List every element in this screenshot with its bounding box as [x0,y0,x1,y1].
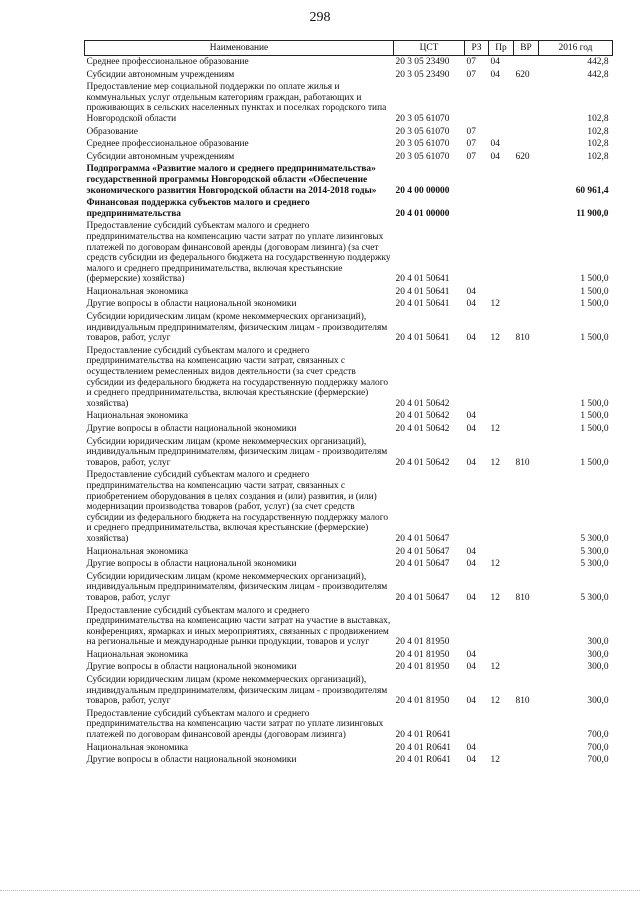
row-sum: 5 300,0 [580,546,609,557]
row-pr: 12 [490,299,500,310]
row-pr: 12 [490,755,500,766]
row-name: Субсидии юридическим лицам (кроме некоммерческих организаций), индивидуальным предпринимателям, физическим лицам - производителям товаров, работ, услуг [86,436,388,468]
row-vr [514,558,539,571]
row-pr: 12 [490,696,500,707]
row-name: Другие вопросы в области национальной экономики [86,299,297,310]
row-cst: 20 4 01 50647 [395,533,450,544]
row-cst: 20 4 01 50641 [395,286,450,297]
row-rz [465,605,489,649]
row-vr [514,163,539,197]
row-rz [465,81,489,125]
row-name: Предоставление субсидий субъектам малого и среднего предпринимательства на компенсацию части затрат, связанных с осуществлением ремесленных видов деятельности (за счет средств субсидии из федерального бюджета на государственную поддержку малого и среднего предпринимательства, включая крестьянские (фермерские) хозяйства) [86,345,389,409]
row-name: Финансовая поддержка субъектов малого и среднего предпринимательства [86,198,310,219]
row-name: Другие вопросы в области национальной экономики [86,662,297,673]
row-vr [514,546,539,559]
row-pr [489,286,514,299]
row-name: Другие вопросы в области национальной экономики [86,424,297,434]
row-sum: 1 500,0 [580,299,609,310]
row-name: Субсидии юридическим лицам (кроме некоммерческих организаций), индивидуальным предпринимателям, физическим лицам - производителям товаров, работ, услуг [86,571,388,603]
row-sum: 442,8 [587,69,609,80]
row-rz: 04 [466,696,476,707]
row-rz [465,220,489,286]
row-pr [489,649,514,662]
row-name: Образование [86,126,138,137]
table-row [85,754,613,767]
row-name: Субсидии автономным учреждениям [86,151,235,162]
table-row [85,220,613,286]
row-pr [489,469,514,545]
row-rz [465,469,489,545]
row-name: Предоставление субсидий субъектам малого и среднего предпринимательства на компенсацию части затрат на участие в выставках, конференциях, ярмарках и иных мероприятиях, связанных с продвижением на региональные и международные рынки продукции, товаров и услуг [86,605,391,648]
row-name: Национальная экономика [86,742,189,753]
row-pr: 12 [490,662,500,673]
row-vr [514,126,539,139]
row-cst: 20 3 05 61070 [395,126,450,137]
table-header-row [85,41,613,56]
table-row [85,546,613,559]
row-vr [514,423,539,436]
row-sum: 1 500,0 [580,457,609,468]
row-sum: 5 300,0 [580,559,609,570]
row-vr [514,197,539,220]
row-sum: 1 500,0 [580,424,609,434]
row-pr [489,605,514,649]
table-row [85,197,613,220]
table-row [85,56,613,69]
budget-table [84,40,613,767]
row-vr: 810 [515,333,530,344]
row-name: Национальная экономика [86,649,189,660]
row-sum: 1 500,0 [580,333,609,344]
row-sum: 5 300,0 [580,533,609,544]
header-year: 2016 год [539,41,613,56]
row-vr: 620 [515,151,530,162]
row-rz: 04 [466,333,476,344]
row-sum: 102,8 [587,151,609,162]
row-vr [514,138,539,151]
row-rz [465,197,489,220]
row-name: Предоставление субсидий субъектам малого и среднего предпринимательства на компенсацию части затрат по уплате лизинговых платежей по договорам финансовой аренды (договорам лизинга) [86,708,384,741]
row-vr [514,286,539,299]
row-pr: 04 [490,139,500,150]
table-row [85,674,613,708]
row-rz: 04 [466,742,476,753]
row-vr [514,742,539,755]
row-rz: 04 [466,457,476,468]
row-pr [489,410,514,423]
row-cst: 20 4 01 81950 [395,649,450,660]
row-vr [514,81,539,125]
row-vr [514,708,539,742]
row-vr [514,345,539,411]
row-cst: 20 3 05 61070 [395,139,450,150]
row-cst: 20 3 05 23490 [395,69,450,80]
row-rz: 04 [466,299,476,310]
row-cst: 20 4 01 50647 [395,592,450,603]
row-sum: 442,8 [587,57,609,67]
row-name: Субсидии автономным учреждениям [86,69,235,80]
row-rz: 07 [466,126,476,137]
row-cst: 20 3 05 23490 [395,57,450,67]
row-pr [489,163,514,197]
row-sum: 11 900,0 [576,208,609,219]
row-vr: 620 [515,69,530,80]
row-name: Национальная экономика [86,411,189,422]
row-sum: 700,0 [587,730,609,741]
header-name: Наименование [85,41,394,56]
row-sum: 700,0 [587,755,609,766]
row-pr [489,81,514,125]
table-row [85,138,613,151]
row-vr [514,56,539,69]
row-cst: 20 4 01 50641 [395,299,450,310]
row-cst: 20 4 01 50641 [395,274,450,285]
row-sum: 1 500,0 [580,398,609,409]
row-vr [514,298,539,311]
row-sum: 300,0 [587,696,609,707]
table-row [85,69,613,82]
row-cst: 20 4 01 50647 [395,546,450,557]
row-name: Субсидии юридическим лицам (кроме некоммерческих организаций), индивидуальным предпринимателям, физическим лицам - производителям товаров, работ, услуг [86,675,388,707]
row-pr [489,220,514,286]
table-row [85,311,613,345]
row-pr: 12 [490,559,500,570]
row-rz: 07 [466,139,476,150]
row-pr [489,345,514,411]
row-cst: 20 3 05 61070 [395,113,450,124]
header-vr: ВР [514,41,539,56]
row-rz: 04 [466,424,476,434]
row-vr [514,661,539,674]
row-sum: 60 961,4 [575,185,609,196]
row-cst: 20 4 01 81950 [395,637,450,648]
row-name: Предоставление субсидий субъектам малого и среднего предпринимательства на компенсацию части затрат по уплате лизинговых платежей по договорам финансовой аренды (договорам лизинга) (за счет средств субсидии из федерального бюджета на государственную поддержку малого и среднего предпринимательства, включая крестьянские (фермерские) хозяйства) [86,221,391,285]
table-row [85,423,613,436]
row-pr: 12 [490,457,500,468]
row-rz: 04 [466,592,476,603]
table-row [85,558,613,571]
table-row [85,345,613,411]
table-row [85,436,613,470]
table-row [85,163,613,197]
row-rz [465,708,489,742]
page-number: 298 [309,10,331,25]
row-sum: 102,8 [587,126,609,137]
table-row [85,649,613,662]
table-row [85,151,613,164]
row-cst: 20 4 01 R0641 [395,755,451,766]
row-vr: 810 [515,592,530,603]
row-pr [489,742,514,755]
row-vr [514,754,539,767]
table-row [85,708,613,742]
table-row [85,571,613,605]
row-name: Среднее профессиональное образование [86,57,249,67]
row-cst: 20 4 01 50641 [395,333,450,344]
row-pr [489,126,514,139]
row-pr: 04 [490,151,500,162]
row-vr [514,649,539,662]
table-row [85,469,613,545]
row-rz: 04 [466,662,476,673]
row-vr [514,220,539,286]
row-cst: 20 4 01 R0641 [395,730,451,741]
row-pr: 04 [490,57,500,67]
row-sum: 1 500,0 [580,286,609,297]
row-rz: 04 [466,286,476,297]
row-sum: 300,0 [587,662,609,673]
row-vr: 810 [515,696,530,707]
table-row [85,742,613,755]
row-cst: 20 4 01 50642 [395,411,450,422]
row-name: Национальная экономика [86,546,189,557]
row-name: Предоставление мер социальной поддержки по оплате жилья и коммунальных услуг отдельным категориям граждан, работающих и проживающих в сельских населенных пунктах и поселках городского типа Новгородской области [86,82,387,124]
row-cst: 20 4 01 81950 [395,696,450,707]
row-cst: 20 4 01 50647 [395,559,450,570]
row-name: Другие вопросы в области национальной экономики [86,755,297,766]
scan-edge [0,890,640,892]
row-rz [465,345,489,411]
table-row [85,298,613,311]
table-row [85,605,613,649]
row-name: Предоставление субсидий субъектам малого и среднего предпринимательства на компенсацию части затрат, связанных с приобретением оборудования в целях создания и (или) развития, и (или) модернизации производства товаров (работ, услуг) (за счет средств субсидии из федерального бюджета на государственную поддержку малого и среднего предпринимательства, включая крестьянские (фермерские) хозяйства) [86,470,389,544]
row-sum: 5 300,0 [580,592,609,603]
row-cst: 20 4 01 00000 [395,208,450,219]
row-pr: 12 [490,424,500,434]
row-name: Среднее профессиональное образование [86,139,249,150]
row-name: Другие вопросы в области национальной экономики [86,559,297,570]
row-vr [514,469,539,545]
row-cst: 20 4 01 50642 [395,398,450,409]
table-row [85,126,613,139]
row-sum: 300,0 [587,637,609,648]
table-row [85,286,613,299]
row-pr [489,197,514,220]
row-rz: 04 [466,411,476,422]
row-name: Национальная экономика [86,286,189,297]
row-pr [489,546,514,559]
row-vr [514,410,539,423]
row-rz: 04 [466,649,476,660]
row-rz: 04 [466,546,476,557]
table-row [85,661,613,674]
row-cst: 20 4 01 81950 [395,662,450,673]
row-pr: 04 [490,69,500,80]
row-cst: 20 4 01 R0641 [395,742,451,753]
row-sum: 300,0 [587,649,609,660]
row-rz: 07 [466,151,476,162]
row-sum: 102,8 [587,139,609,150]
row-sum: 700,0 [587,742,609,753]
row-pr [489,708,514,742]
row-cst: 20 4 00 00000 [395,185,450,196]
row-sum: 102,8 [587,113,609,124]
row-rz [465,163,489,197]
row-rz: 04 [466,755,476,766]
row-pr: 12 [490,333,500,344]
row-vr [514,605,539,649]
row-cst: 20 4 01 50642 [395,424,450,434]
row-name: Субсидии юридическим лицам (кроме некоммерческих организаций), индивидуальным предпринимателям, физическим лицам - производителям товаров, работ, услуг [86,312,388,344]
row-rz: 07 [466,69,476,80]
row-rz: 07 [466,57,476,67]
header-rz: РЗ [465,41,489,56]
header-cst: ЦСТ [394,41,465,56]
row-sum: 1 500,0 [580,411,609,422]
row-sum: 1 500,0 [580,274,609,285]
row-name: Подпрограмма «Развитие малого и среднего предпринимательства» государственной программы Новгородской области «Обеспечение экономического развития Новгородской области на 2014-2018 годы» [86,164,377,196]
row-vr: 810 [515,457,530,468]
table-body [85,56,613,767]
row-pr: 12 [490,592,500,603]
row-rz: 04 [466,559,476,570]
table-row [85,81,613,125]
row-cst: 20 4 01 50642 [395,457,450,468]
row-cst: 20 3 05 61070 [395,151,450,162]
header-pr: Пр [489,41,514,56]
table-row [85,410,613,423]
